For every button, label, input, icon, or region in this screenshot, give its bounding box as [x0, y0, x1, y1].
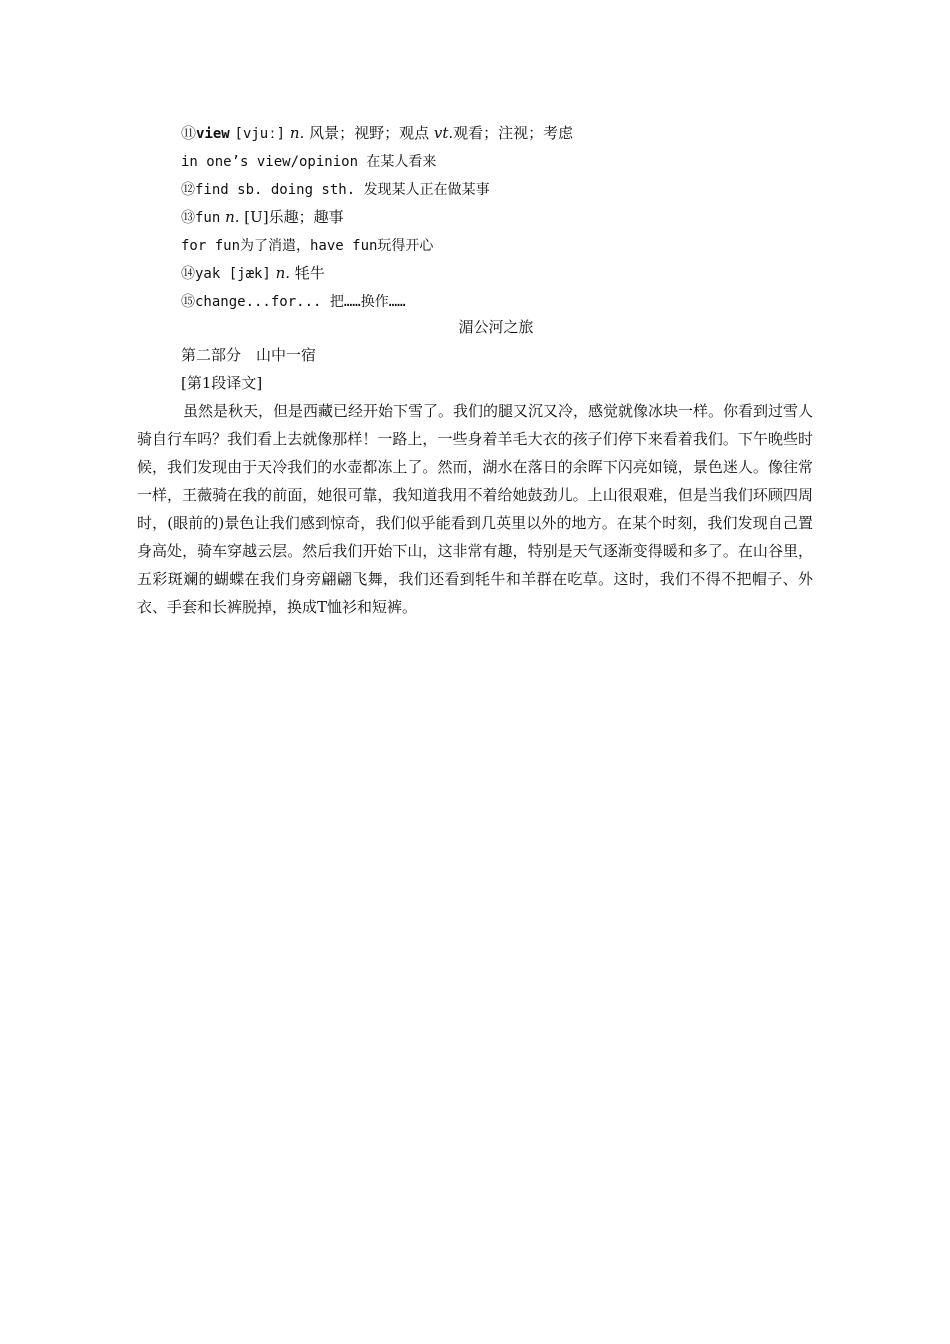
article-title	[0, 313, 950, 341]
meaning: 牦牛	[294, 264, 325, 282]
vocab-word: ⑭yak [jæk]	[181, 266, 271, 282]
vocab-item-yak	[181, 259, 821, 287]
vocab-phrase-fun	[181, 231, 821, 259]
phrase-text: for fun为了消遣，have fun玩得开心	[181, 238, 434, 254]
phrase-text: ⑮change...for... 把……换作……	[181, 294, 406, 310]
part-of-speech: vt.	[433, 124, 454, 142]
meaning: [U]乐趣；趣事	[244, 208, 344, 226]
vocab-word: view	[196, 126, 230, 142]
item-marker: ⑪	[181, 124, 197, 142]
part-of-speech: n.	[225, 208, 240, 226]
translation-paragraph: 虽然是秋天，但是西藏已经开始下雪了。我们的腿又沉又冷，感觉就像冰块一样。你看到过雪人骑自行车吗？我们看上去就像那样！一路上，一些身着羊毛大衣的孩子们停下来看着我们。下午晚些时候，我们发现由于天冷我们的水壶都冻上了。然而，湖水在落日的余晖下闪亮如镜，景色迷人。像往常一样，王薇骑在我的前面，她很可靠，我知道我用不着给她鼓劲儿。上山很艰难，但是当我们环顾四周时，(眼前的)景色让我们感到惊奇，我们似乎能看到几英里以外的地方。在某个时刻，我们发现自己置身高处，骑车穿越云层。然后我们开始下山，这非常有趣，特别是天气逐渐变得暖和多了。在山谷里，五彩斑斓的蝴蝶在我们身旁翩翩飞舞，我们还看到牦牛和羊群在吃草。这时，我们不得不把帽子、外衣、手套和长裤脱掉，换成T恤衫和短裤。	[137, 402, 814, 616]
article-title-text: 湄公河之旅	[458, 318, 534, 336]
meaning: 观看；注视；考虑	[453, 124, 574, 142]
vocab-item-change	[181, 287, 821, 315]
part-heading: 第二部分 山中一宿	[181, 346, 317, 364]
part-of-speech: n.	[289, 124, 305, 142]
vocab-item-fun	[181, 203, 821, 231]
vocab-item-find	[181, 175, 821, 203]
part-of-speech: n.	[275, 264, 291, 282]
vocab-word: ⑬fun	[181, 210, 221, 226]
vocab-phrase-view	[181, 147, 821, 175]
vocab-item-view	[181, 119, 821, 147]
vocabulary-list	[181, 119, 821, 315]
phrase-text: in one’s view/opinion 在某人看来	[181, 154, 437, 170]
meaning: 风景；视野；观点	[309, 124, 430, 142]
phrase-text: ⑫find sb. doing sth. 发现某人正在做某事	[181, 182, 490, 198]
phonetic: [vjuː]	[234, 126, 286, 142]
segment-label: [第1段译文]	[181, 374, 263, 392]
